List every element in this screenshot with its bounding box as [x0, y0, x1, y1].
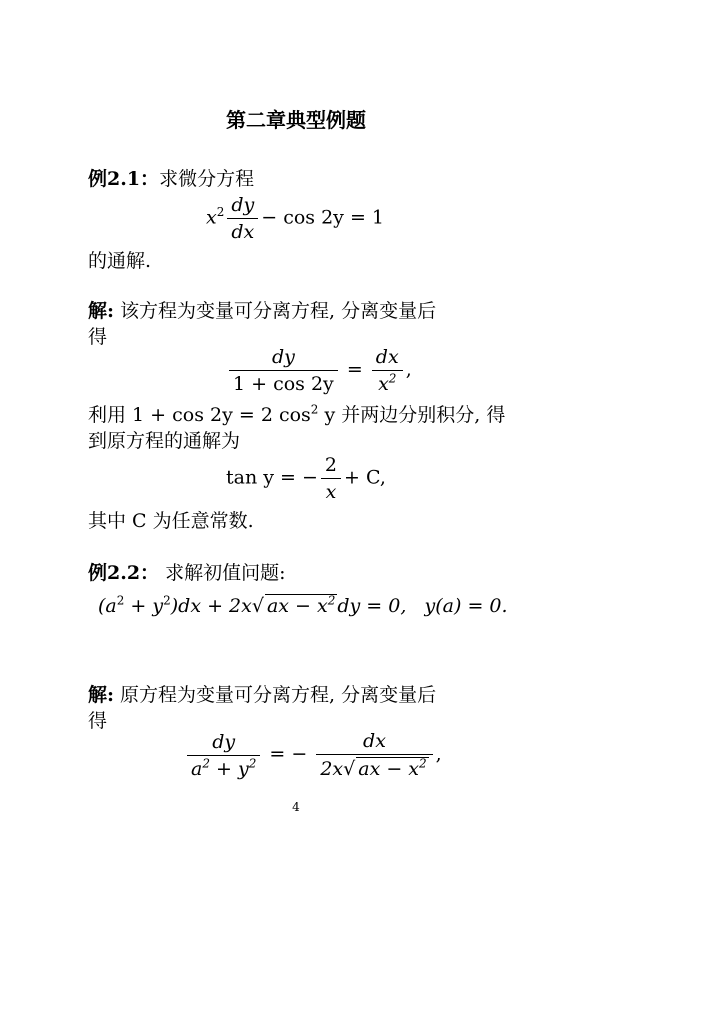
fraction: $\frac{dy}{dx}$: [227, 194, 258, 243]
solution-1-line-2: 利用 1 + cos 2y = 2 $\cos^2 y$ 并两边分别积分, 得: [88, 402, 506, 426]
example-2-1-header: [88, 166, 508, 192]
equation-2-2: $(a^2 + y^2)dx + 2x√$ ax − $x^2$ dy = 0, y(a) = 0.: [98, 593, 508, 617]
page-number: 4: [292, 800, 300, 814]
example-2-2-header: 例2.2： 求解初值问题:: [88, 562, 286, 584]
example-tail: 的通解.: [88, 250, 152, 272]
solution-1-line-1b: 得: [88, 326, 108, 348]
page-title: 第二章典型例题: [226, 108, 366, 132]
solution-2-line-1: 解: 原方程为变量可分离方程, 分离变量后: [88, 684, 437, 706]
solution-1-line-4: 其中 C 为任意常数.: [88, 510, 254, 532]
equation-2-1: $x^2$ $\frac{dy}{dx}$ − cos 2y = 1: [206, 194, 385, 243]
solution-1-line-3: 到原方程的通解为: [88, 430, 241, 452]
example-text: 求微分方程: [159, 168, 255, 190]
general-solution: tan y = − $\frac{2}{x}$ + C,: [226, 454, 386, 503]
example-label: 例2.1：: [88, 168, 160, 190]
separated-equation-2: $\frac{dy}{a^2 + y^2}$ = − $\frac{dx}{2x√ ax - x^2}$ ,: [184, 730, 442, 780]
solution-1-line-1: 解: 该方程为变量可分离方程, 分离变量后: [88, 300, 437, 322]
separated-equation: $\frac{dy}{1 + \cos 2y}$ = $\frac{dx}{x^2}$ ,: [226, 346, 412, 395]
solution-2-line-1b: 得: [88, 710, 108, 732]
